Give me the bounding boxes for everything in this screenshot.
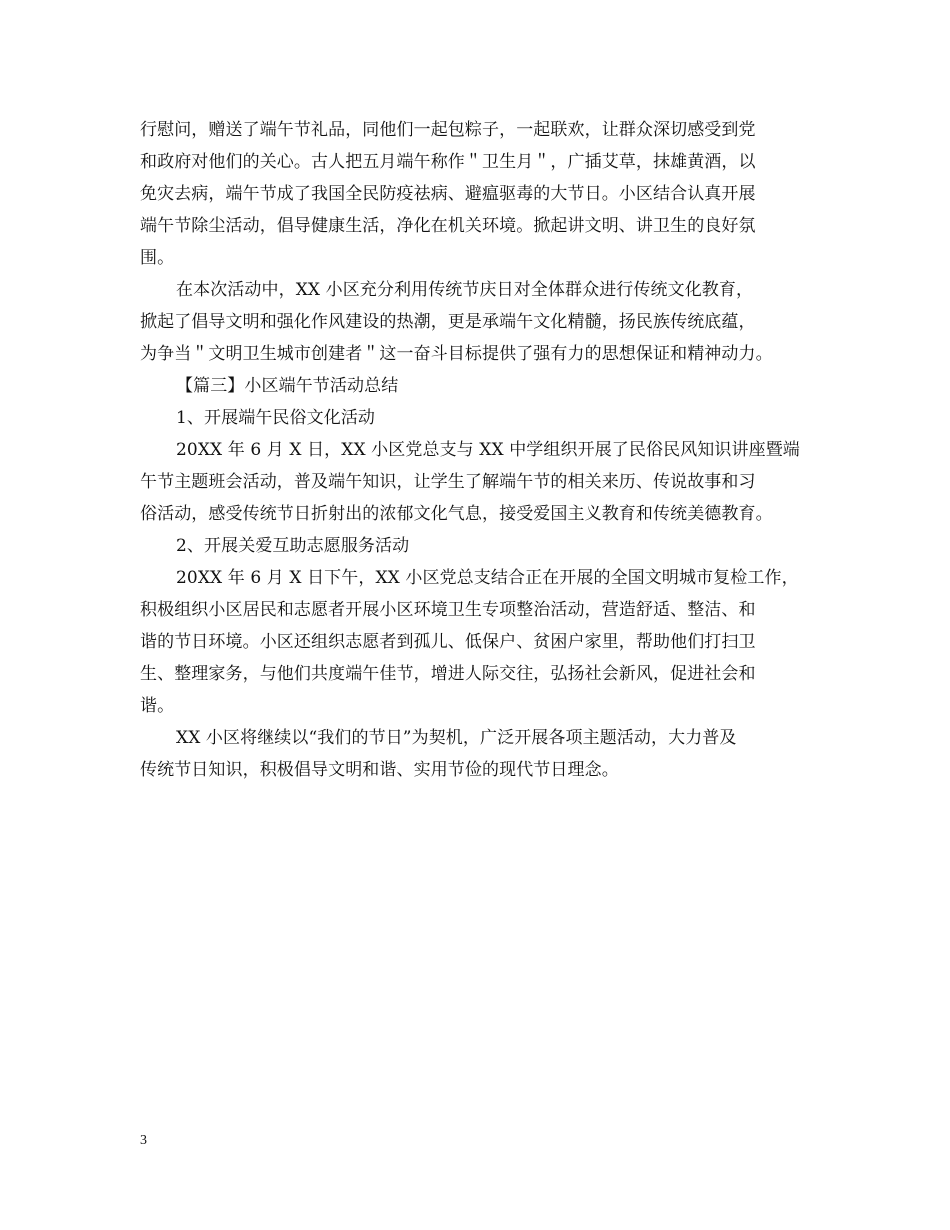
text-line: 积极组织小区居民和志愿者开展小区环境卫生专项整治活动，营造舒适、整洁、和	[140, 600, 756, 620]
text-line: XX 小区将继续以“我们的节日”为契机，广泛开展各项主题活动，大力普及	[176, 728, 737, 748]
page-number: 3	[140, 1133, 147, 1148]
paragraph-conclusion	[140, 722, 820, 786]
text-line: 俗活动，感受传统节日折射出的浓郁文化气息，接受爱国主义教育和传统美德教育。	[140, 504, 773, 524]
paragraph-activity-summary	[140, 274, 820, 370]
paragraph-folk-culture	[140, 434, 820, 530]
text-line: 午节主题班会活动，普及端午知识，让学生了解端午节的相关来历、传说故事和习	[140, 472, 756, 492]
document-body	[140, 114, 820, 786]
paragraph-continuation	[140, 114, 820, 274]
text-line: 传统节日知识，积极倡导文明和谐、实用节俭的现代节日理念。	[140, 760, 619, 780]
section-heading: 【篇三】小区端午节活动总结	[176, 376, 399, 396]
text-line: 20XX 年 6 月 X 日，XX 小区党总支与 XX 中学组织开展了民俗民风知识讲座暨端	[176, 440, 800, 460]
text-line: 掀起了倡导文明和强化作风建设的热潮，更是承端午文化精髓，扬民族传统底蕴，	[140, 312, 756, 332]
text-line: 20XX 年 6 月 X 日下午，XX 小区党总支结合正在开展的全国文明城市复检工作，	[176, 568, 799, 588]
text-line: 端午节除尘活动，倡导健康生活，净化在机关环境。掀起讲文明、讲卫生的良好氛	[140, 216, 756, 236]
text-line: 谐。	[140, 696, 175, 716]
subheading-folk-culture: 1、开展端午民俗文化活动	[176, 408, 376, 428]
text-line: 行慰问，赠送了端午节礼品，同他们一起包粽子，一起联欢，让群众深切感受到党	[140, 120, 756, 140]
paragraph-volunteer-service	[140, 562, 820, 722]
text-line: 生、整理家务，与他们共度端午佳节，增进人际交往，弘扬社会新风，促进社会和	[140, 664, 756, 684]
text-line: 谐的节日环境。小区还组织志愿者到孤儿、低保户、贫困户家里，帮助他们打扫卫	[140, 632, 756, 652]
text-line: 免灾去病，端午节成了我国全民防疫祛病、避瘟驱毒的大节日。小区结合认真开展	[140, 184, 756, 204]
subheading-volunteer-service: 2、开展关爱互助志愿服务活动	[176, 536, 410, 556]
text-line: 和政府对他们的关心。古人把五月端午称作＂卫生月＂，广插艾草，抹雄黄酒，以	[140, 152, 756, 172]
text-line: 为争当＂文明卫生城市创建者＂这一奋斗目标提供了强有力的思想保证和精神动力。	[140, 344, 773, 364]
text-line: 围。	[140, 248, 175, 268]
text-line: 在本次活动中，XX 小区充分利用传统节庆日对全体群众进行传统文化教育，	[176, 280, 754, 300]
